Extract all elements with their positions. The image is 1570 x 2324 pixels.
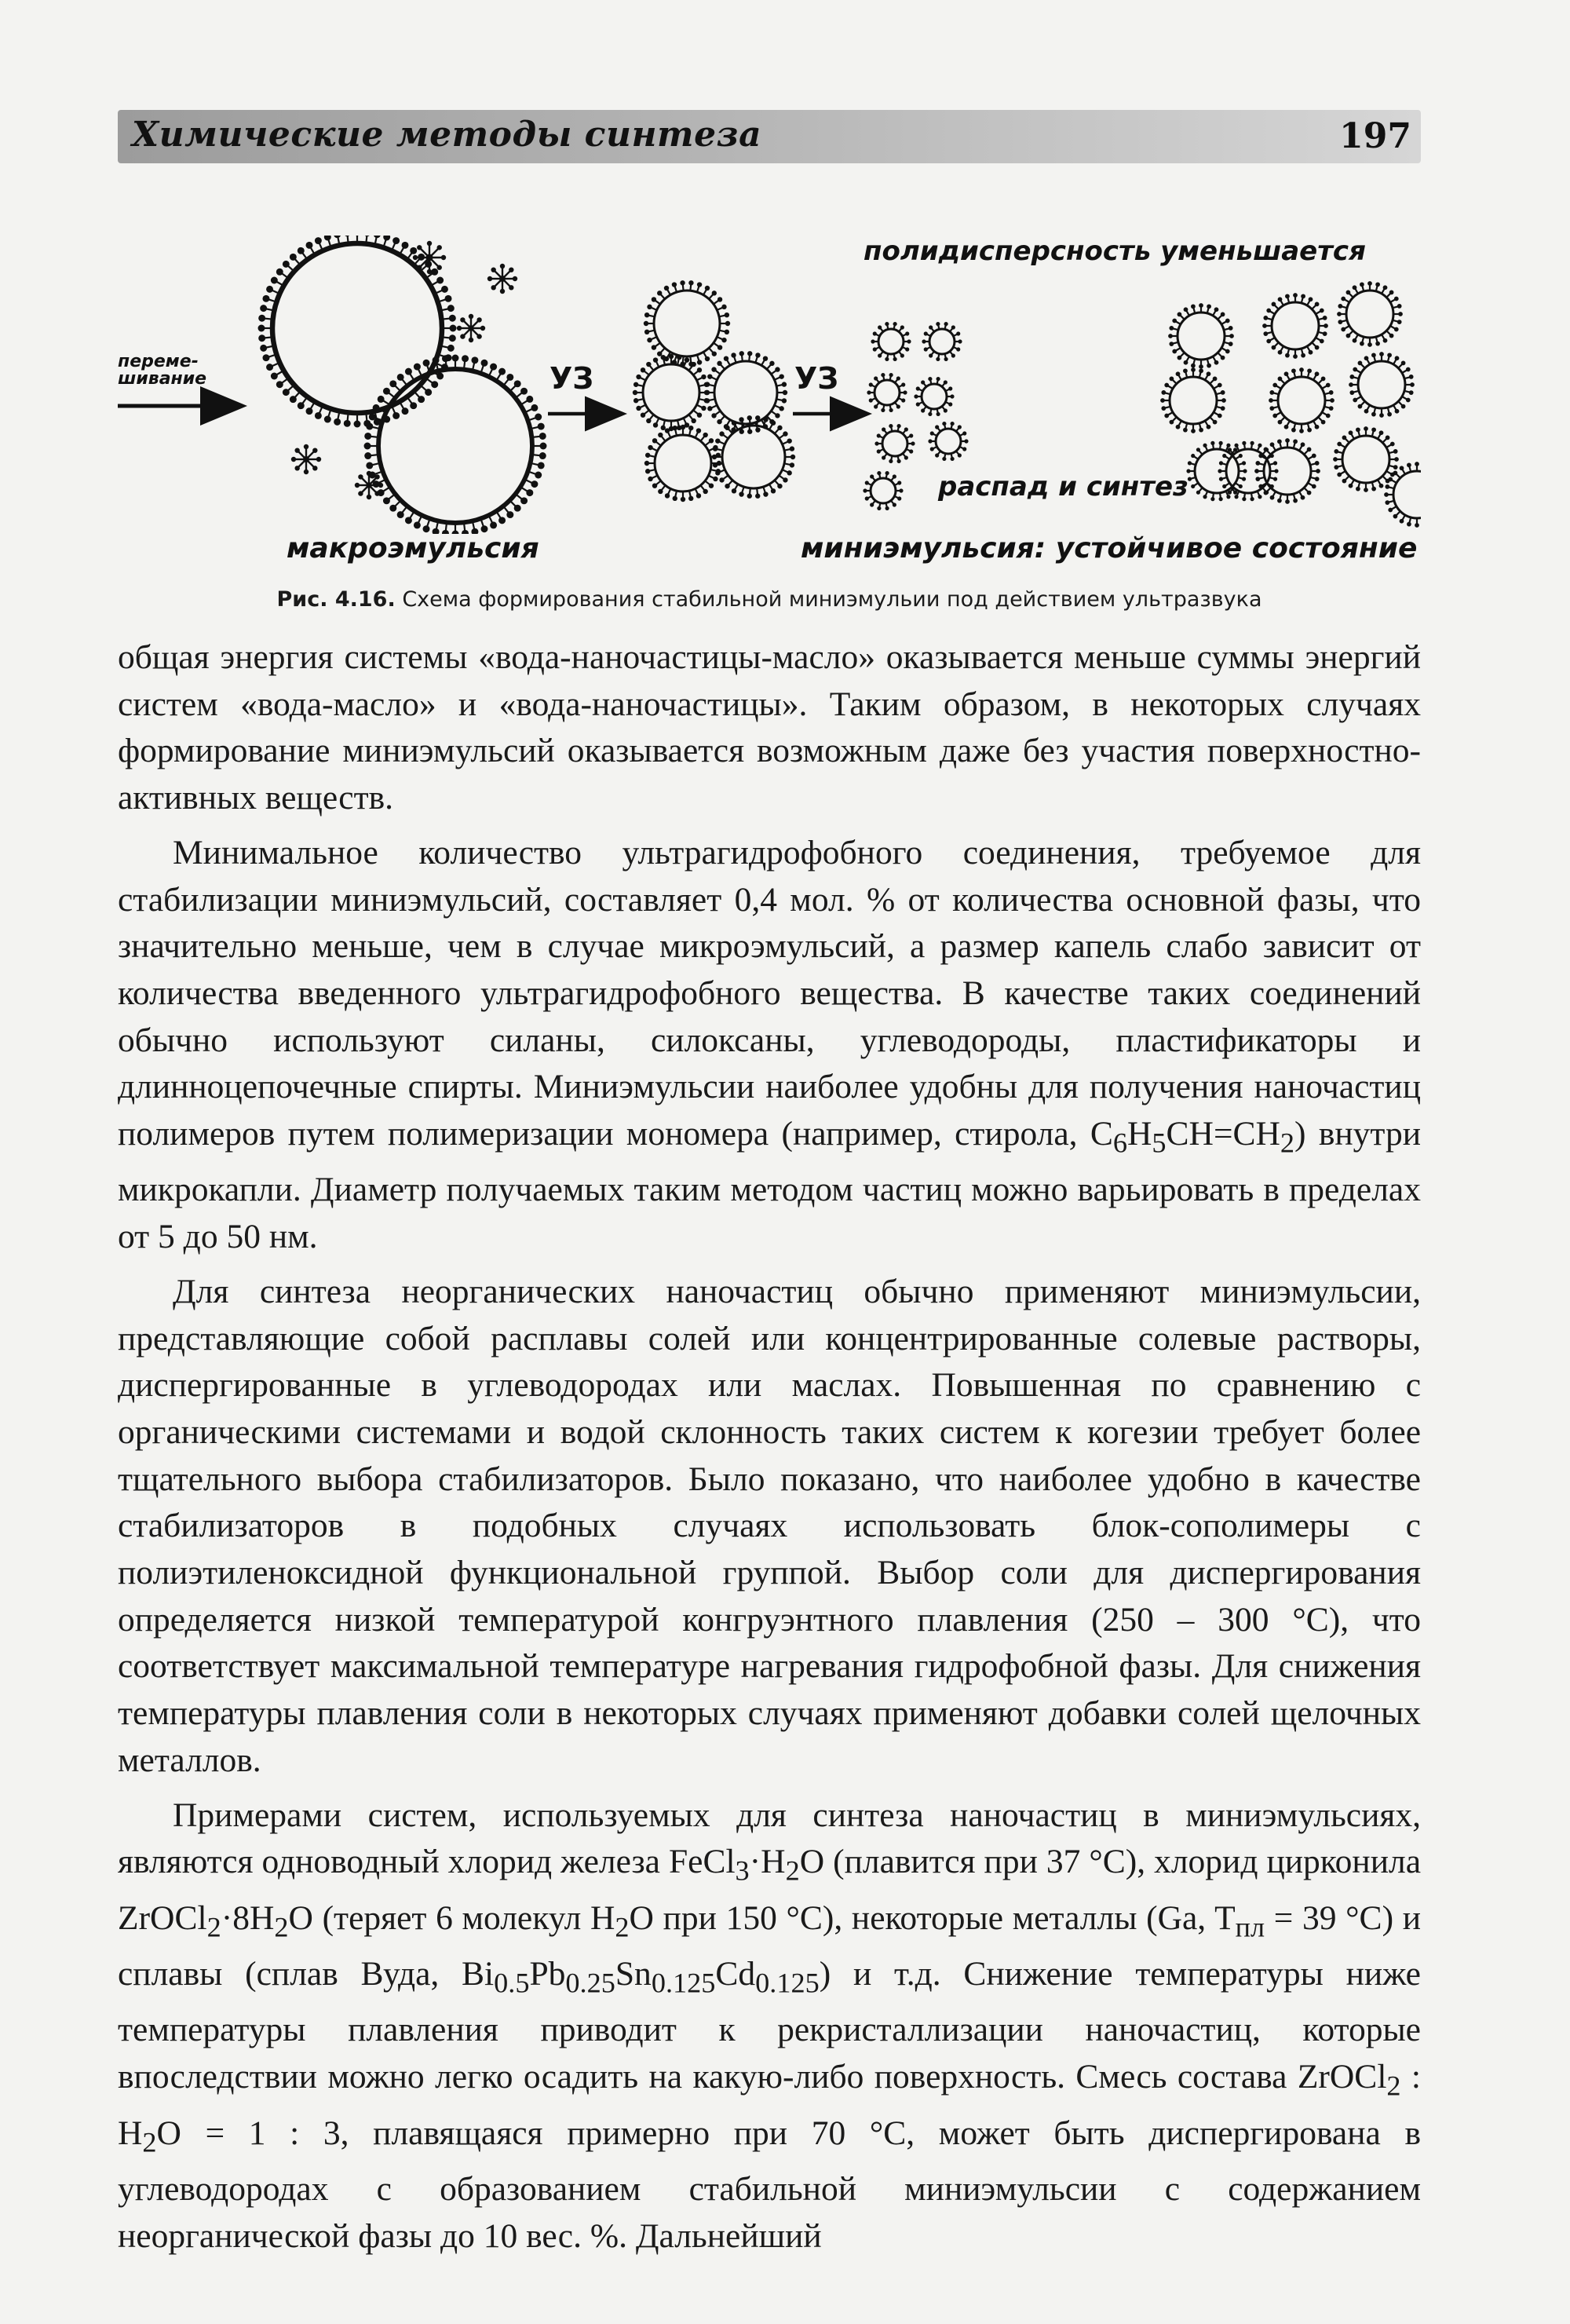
small-droplet [878,329,904,354]
mini-droplet [1393,471,1421,518]
paragraph-4: Примерами систем, используемых для синтеза наночастиц в миниэмульсиях, являются одноводный хлорид железа $FeCl_3\cdot H_2O$ (плавится при 37 °С), хлорид цирконила $ZrOCl_2\cdot 8H_2O$ (теряет 6 молекул $H_2O$ при 150 °С), некоторые металлы (Ga, $T_{пл} = 39$ °С) и сплавы (сплав Вуда, $Bi_{0.5}Pb_{0.25}Sn_{0.125}Cd_{0.125}$) и т.д. Снижение температуры ниже температуры плавления приводит к рекристаллизации наночастиц, которые впоследствии можно легко осадить на какую-либо поверхность. Смесь состава ZrOCl$_2$ : $H_2O = 1$ : 3, плавящаяся примерно при 70 °С, может быть диспергирована в углеводородах с образованием стабильной миниэмульсии с содержанием неорганической фазы до 10 вес. %. Дальнейший [118,1796,1422,2255]
paragraph-1: общая энергия системы «вода-наночастицы-масло» оказывается меньше суммы энергий систем «вода-масло» и «вода-наночастицы». Таким образом, в некоторых случаях формирование миниэмульсий оказывается возможным даже без участия поверхностно-активных веществ. [118,638,1421,817]
mini-droplet [1272,302,1319,349]
small-droplet [922,384,947,409]
label-decay-and-synthesis: распад и синтез [938,471,1188,502]
small-droplet [936,429,961,454]
running-header [118,110,1421,163]
medium-droplet [654,290,720,356]
mini-droplet [1358,361,1405,408]
label-miniemulsion: миниэмульсия: устойчивое состояние [801,532,1418,565]
caption-label: Рис. 4.16. [276,587,396,612]
paragraph-3: Для синтеза неорганических наночастиц обычно применяют миниэмульсии, представляющие собой расплавы солей или концентрированные солевые растворы, диспергированные в углеводородах или маслах. Повышенная по сравнению с органическими системами и водой склонность таких систем к когезии требует более тщательного выбора стабилизаторов. Было показано, что наиболее удобно в качестве стабилизаторов в подобных случаях использовать блок-сополимеры с полиэтиленоксидной функциональной группой. Выбор соли для диспергирования определяется низкой температурой конгруэнтного плавления (250 – 300 °С), что соответствует максимальной температуре нагревания гидрофобной фазы. Для снижения температуры плавления соли в некоторых случаях применяют добавки солей щелочных металлов. [118,1272,1421,1779]
medium-droplet [655,435,711,491]
emulsion-scheme-diagram [118,236,1421,534]
caption-text: Схема формирования стабильной миниэмульии под действием ультразвука [402,587,1262,612]
small-droplet [871,478,896,503]
page-number: 197 [1339,116,1411,156]
large-droplet [378,369,532,523]
small-droplet [874,380,900,405]
mini-droplet [1342,436,1389,483]
body-text [118,634,1421,2260]
figure-caption [118,587,1421,612]
mini-droplet [1178,312,1225,360]
figure-4-16 [118,236,1421,581]
label-mixing: переме-шивание [118,352,207,389]
mini-droplet [1346,290,1393,338]
paragraph-2: Минимальное количество ультрагидрофобного соединения, требуемое для стабилизации миниэмульсий, составляет 0,4 мол. % от количества основной фазы, что значительно меньше, чем в случае микроэмульсий, а размер капель слабо зависит от количества введенного ультрагидрофобного вещества. В качестве таких соединений обычно используют силаны, силоксаны, углеводороды, пластификаторы и длинноцепочечные спирты. Миниэмульсии наиболее удобны для получения наночастиц полимеров путем полимеризации мономера (например, стирола, $C_6H_5CH=CH_2$) внутри микрокапли. Диаметр получаемых таким методом частиц можно варьировать в пределах от 5 до 50 нм. [118,833,1421,1256]
large-droplet [272,243,442,413]
small-droplet [929,329,955,354]
medium-droplet [643,364,699,421]
label-ultrasound-2: УЗ [794,361,839,396]
medium-droplet [722,426,785,488]
label-macroemulsion: макроэмульсия [287,532,539,565]
label-polydispersity: полидисперсность уменьшается [864,236,1366,267]
small-droplet [882,431,907,456]
medium-droplet [714,361,777,424]
mini-droplet [1278,377,1325,424]
mini-droplet [1170,377,1217,424]
chapter-title: Химические методы синтеза [132,115,762,155]
label-ultrasound-1: УЗ [550,361,594,396]
